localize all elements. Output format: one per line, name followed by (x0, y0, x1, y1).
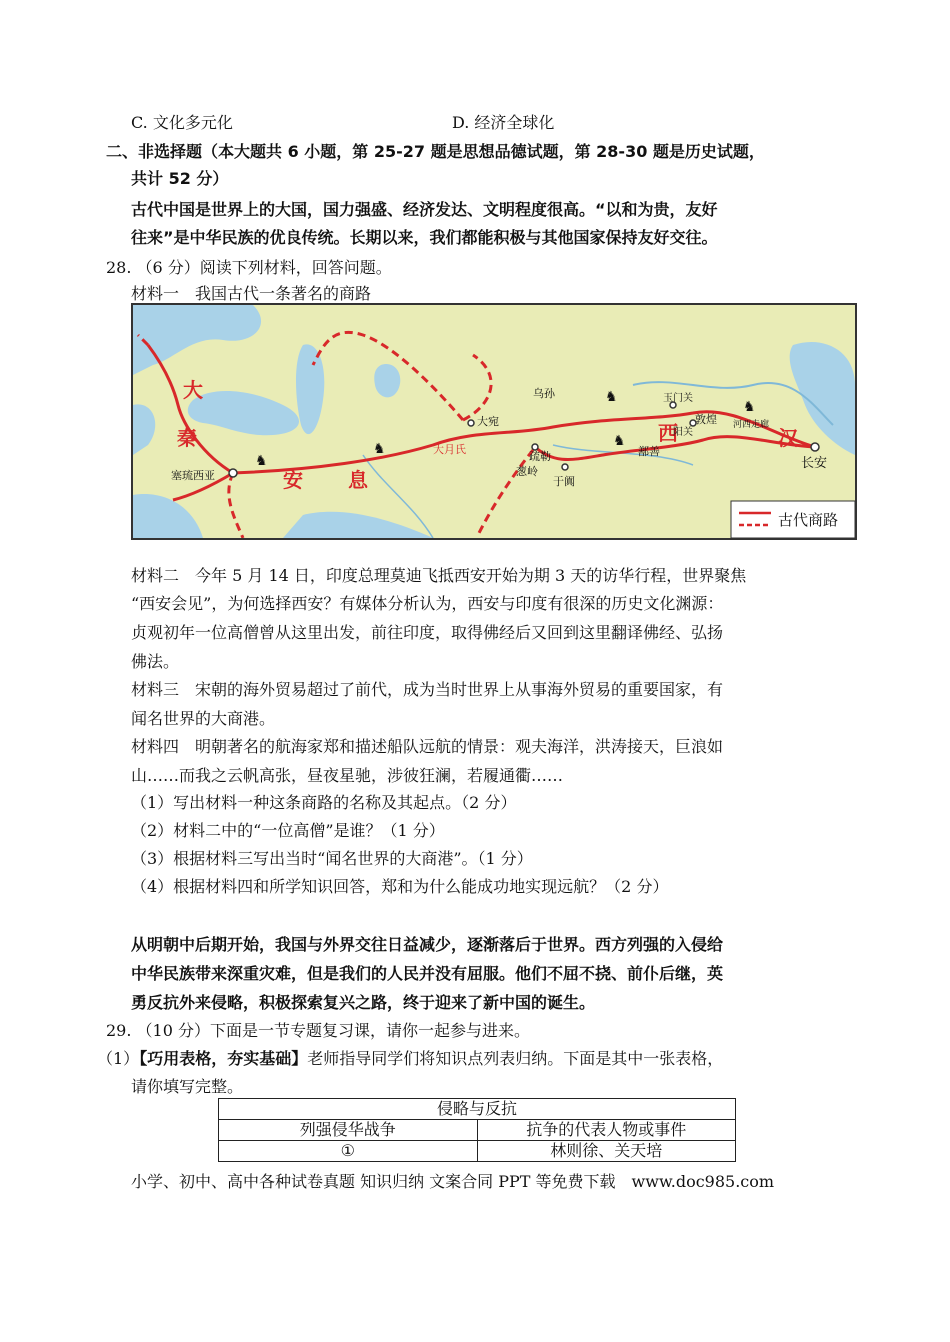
table-header-resistance: 抗争的代表人物或事件 (477, 1120, 736, 1141)
q29-part1-text: 老师指导同学们将知识点列表归纳。下面是其中一张表格， (307, 1049, 724, 1068)
place-dunhuang: 敦煌 (695, 413, 717, 426)
page-footer: 小学、初中、高中各种试卷真题 知识归纳 文案合同 PPT 等免费下载 www.doc985.com (131, 1172, 775, 1191)
q28-material2-line1: 材料二 今年 5 月 14 日，印度总理莫迪飞抵西安开始为期 3 天的访华行程，世界聚焦 (131, 566, 747, 585)
svg-text:♞: ♞ (373, 441, 386, 457)
legend-label: 古代商路 (778, 511, 839, 529)
place-hexi: 河西走廊 (733, 420, 770, 430)
section3-intro-line2: 中华民族带来深重灾难，但是我们的人民并没有屈服。他们不屈不挠、前仆后继，英 (131, 964, 724, 983)
q28-question1: （1）写出材料一种这条商路的名称及其起点。（2 分） (131, 793, 517, 812)
region-da: 大 (183, 378, 203, 402)
q29-part1-number: （1） (97, 1049, 140, 1068)
place-seleucia: 塞琉西亚 (171, 469, 215, 482)
q28-material3-line1: 材料三 宋朝的海外贸易超过了前代，成为当时世界上从事海外贸易的重要国家，有 (131, 680, 724, 699)
section2-title-line1: 二、非选择题（本大题共 6 小题，第 25-27 题是思想品德试题，第 28-30 题是历史试题， (106, 142, 765, 161)
place-yangguan: 阳关 (673, 427, 693, 438)
place-yumenguan: 玉门关 (663, 393, 693, 404)
q28-question4: （4）根据材料四和所学知识回答，郑和为什么能成功地实现远航？（2 分） (131, 877, 669, 896)
place-congling: 葱岭 (516, 465, 538, 478)
svg-text:♞: ♞ (743, 399, 756, 415)
section2-intro-line2: 往来”是中华民族的优良传统。长期以来，我们都能积极与其他国家保持友好交往。 (131, 228, 718, 247)
q29-part1-heading: 【巧用表格，夯实基础】 (139, 1049, 308, 1068)
svg-text:♞: ♞ (605, 389, 618, 405)
q29-stem: 29. （10 分）下面是一节专题复习课，请你一起参与进来。 (106, 1021, 530, 1040)
invasion-resistance-table (218, 1098, 736, 1162)
q28-stem: 28. （6 分）阅读下列材料，回答问题。 (106, 258, 392, 277)
map-legend (731, 501, 855, 538)
svg-text:♞: ♞ (613, 433, 626, 449)
table-cell-resistance-1: 林则徐、关天培 (477, 1141, 736, 1162)
region-qin: 秦 (177, 426, 197, 450)
section2-title-line2: 共计 52 分） (131, 169, 229, 188)
q28-material2-line2: “西安会见”，为何选择西安？有媒体分析认为，西安与印度有很深的历史文化渊源： (131, 594, 724, 613)
q28-material1: 材料一 我国古代一条著名的商路 (131, 284, 372, 303)
q28-question2: （2）材料二中的“一位高僧”是谁？（1 分） (131, 821, 445, 840)
region-xi-anxi: 息 (348, 468, 368, 492)
place-dayuan: 大宛 (477, 415, 499, 428)
region-han: 汉 (778, 426, 798, 450)
option-d: D. 经济全球化 (452, 113, 555, 132)
region-an: 安 (283, 468, 303, 492)
option-c: C. 文化多元化 (131, 113, 233, 132)
q29-part1-line1 (97, 1046, 723, 1069)
q28-material4-line2: 山……而我之云帆高张，昼夜星驰，涉彼狂澜，若履通衢…… (131, 766, 564, 785)
section2-intro-line1: 古代中国是世界上的大国，国力强盛、经济发达、文明程度很高。“以和为贵，友好 (131, 200, 718, 219)
svg-text:♞: ♞ (255, 453, 268, 469)
table-cell-blank-1: ① (219, 1141, 478, 1162)
q28-material4-line1: 材料四 明朝著名的航海家郑和描述船队远航的情景：观夫海洋，洪涛接天，巨浪如 (131, 737, 724, 756)
place-shanshan: 鄯善 (638, 445, 660, 458)
silk-road-map (131, 303, 857, 540)
place-shule: 疏勒 (529, 450, 551, 463)
place-yutian: 于阗 (553, 475, 575, 488)
q28-question3: （3）根据材料三写出当时“闻名世界的大商港”。（1 分） (131, 849, 533, 868)
q28-material3-line2: 闻名世界的大商港。 (131, 709, 276, 728)
region-xi-yu: 西 (658, 421, 678, 445)
q28-material2-line4: 佛法。 (131, 652, 180, 671)
table-title: 侵略与反抗 (219, 1099, 736, 1120)
section3-intro-line1: 从明朝中后期开始，我国与外界交往日益减少，逐渐落后于世界。西方列强的入侵给 (131, 935, 724, 954)
table-header-wars: 列强侵华战争 (219, 1120, 478, 1141)
place-dayuezhi: 大月氏 (433, 443, 466, 456)
section3-intro-line3: 勇反抗外来侵略，积极探索复兴之路，终于迎来了新中国的诞生。 (131, 993, 596, 1012)
place-changan: 长安 (801, 456, 828, 471)
q29-part1-line2: 请你填写完整。 (131, 1077, 244, 1096)
q28-material2-line3: 贞观初年一位高僧曾从这里出发，前往印度，取得佛经后又回到这里翻译佛经、弘扬 (131, 623, 724, 642)
place-wusun: 乌孙 (533, 387, 555, 400)
